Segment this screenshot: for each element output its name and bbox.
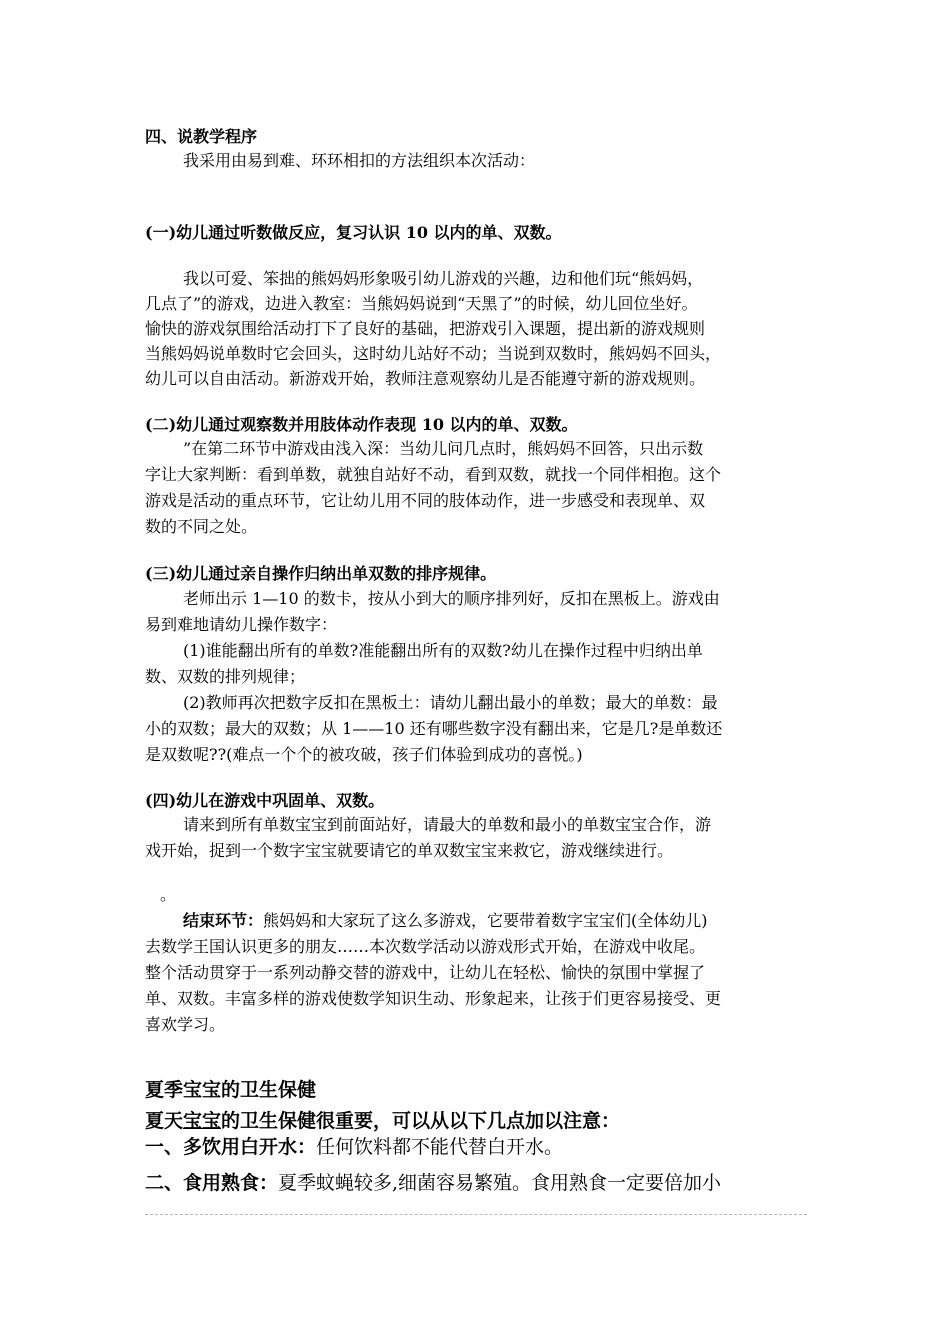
- ending-label: 结束环节：: [183, 911, 264, 930]
- paragraph-line: ”在第二环节中游戏由浅入深：当幼儿问几点时，熊妈妈不回答，只出示数: [183, 439, 704, 458]
- paragraph-line: 是双数呢??(难点一个个的被攻破，孩子们体验到成功的喜悦。): [145, 745, 583, 764]
- paragraph-line: 字让大家判断：看到单数，就独自站好不动，看到双数，就找一个同伴相抱。这个: [145, 465, 722, 484]
- paragraph-line: 我采用由易到难、环环相扣的方法组织本次活动：: [183, 151, 536, 170]
- paragraph-line: 小的双数；最大的双数；从 1——10 还有哪些数字没有翻出来，它是几?是单数还: [145, 719, 723, 738]
- health-item-2: [145, 1170, 721, 1196]
- health-intro: [145, 1108, 620, 1134]
- health-item-label: 一、多饮用白开水：: [145, 1136, 317, 1158]
- paragraph-line: 请来到所有单数宝宝到前面站好，请最大的单数和最小的单数宝宝合作，游: [183, 815, 712, 834]
- paragraph-line: 老师出示 1—10 的数卡，按从小到大的顺序排列好，反扣在黑板上。游戏由: [183, 589, 720, 608]
- paragraph-line: 游戏是活动的重点环节，它让幼儿用不同的肢体动作，进一步感受和表现单、双: [145, 491, 706, 510]
- paragraph-line: 戏开始，捉到一个数字宝宝就要请它的单双数宝宝来救它，游戏继续进行。: [145, 841, 674, 860]
- subsection-heading-1: (一)幼儿通过听数做反应，复习认识 10 以内的单、双数。: [145, 223, 562, 242]
- paragraph-line: 幼儿可以自由活动。新游戏开始，教师注意观察幼儿是否能遵守新的游戏规则。: [145, 369, 706, 388]
- ending-text: 熊妈妈和大家玩了这么多游戏，它要带着数字宝宝们(全体幼儿): [263, 911, 708, 930]
- subsection-heading-4: (四)幼儿在游戏中巩固单、双数。: [145, 791, 385, 810]
- health-item-label: 二、食用熟食：: [145, 1172, 279, 1194]
- paragraph-line: 数、双数的排列规律；: [145, 667, 306, 686]
- section-heading-4: 四、说教学程序: [145, 127, 258, 146]
- page-break-divider: [145, 1214, 807, 1215]
- health-intro-part: 夏天: [145, 1110, 184, 1132]
- baby-link[interactable]: 宝宝: [183, 1110, 222, 1132]
- paragraph-line: 易到难地请幼儿操作数字：: [145, 615, 338, 634]
- paragraph-line: (2)教师再次把数字反扣在黑板土：请幼儿翻出最小的单数；最大的单数：最: [183, 693, 718, 712]
- health-intro-part: 的卫生保健很重要，可以从以下几点加以注意：: [221, 1110, 621, 1132]
- paragraph-line: 几点了”的游戏，边进入教室：当熊妈妈说到“天黑了”的时候，幼儿回位坐好。: [145, 294, 698, 313]
- subsection-heading-2: (二)幼儿通过观察数并用肢体动作表现 10 以内的单、双数。: [145, 415, 578, 434]
- paragraph-line: 当熊妈妈说单数时它会回头，这时幼儿站好不动；当说到双数时，熊妈妈不回头，: [145, 344, 722, 363]
- stray-period: 。: [160, 885, 177, 904]
- paragraph-line: 喜欢学习。: [145, 1015, 226, 1034]
- paragraph-line: 愉快的游戏氛围给活动打下了良好的基础，把游戏引入课题，提出新的游戏规则: [145, 319, 706, 338]
- health-title: 夏季宝宝的卫生保健: [145, 1079, 317, 1101]
- paragraph-line: 我以可爱、笨拙的熊妈妈形象吸引幼儿游戏的兴趣，边和他们玩“熊妈妈，: [183, 269, 704, 288]
- paragraph-line: 去数学王国认识更多的朋友……本次数学活动以游戏形式开始，在游戏中收尾。: [145, 937, 706, 956]
- health-item-1: [145, 1134, 563, 1160]
- paragraph-line: 单、双数。丰富多样的游戏使数学知识生动、形象起来，让孩于们更容易接受、更: [145, 989, 722, 1008]
- ending-paragraph-first-line: [183, 910, 708, 932]
- paragraph-line: 整个活动贯穿于一系列动静交替的游戏中，让幼儿在轻松、愉快的氛围中掌握了: [145, 963, 706, 982]
- paragraph-line: (1)谁能翻出所有的单数?准能翻出所有的双数?幼儿在操作过程中归纳出单: [183, 641, 703, 660]
- paragraph-line: 数的不同之处。: [145, 517, 258, 536]
- health-item-text: 任何饮料都不能代替白开水。: [316, 1136, 564, 1158]
- subsection-heading-3: (三)幼儿通过亲自操作归纳出单双数的排序规律。: [145, 564, 497, 583]
- health-item-text: 夏季蚊蝇较多,细菌容易繁殖。食用熟食一定要倍加小: [278, 1172, 722, 1194]
